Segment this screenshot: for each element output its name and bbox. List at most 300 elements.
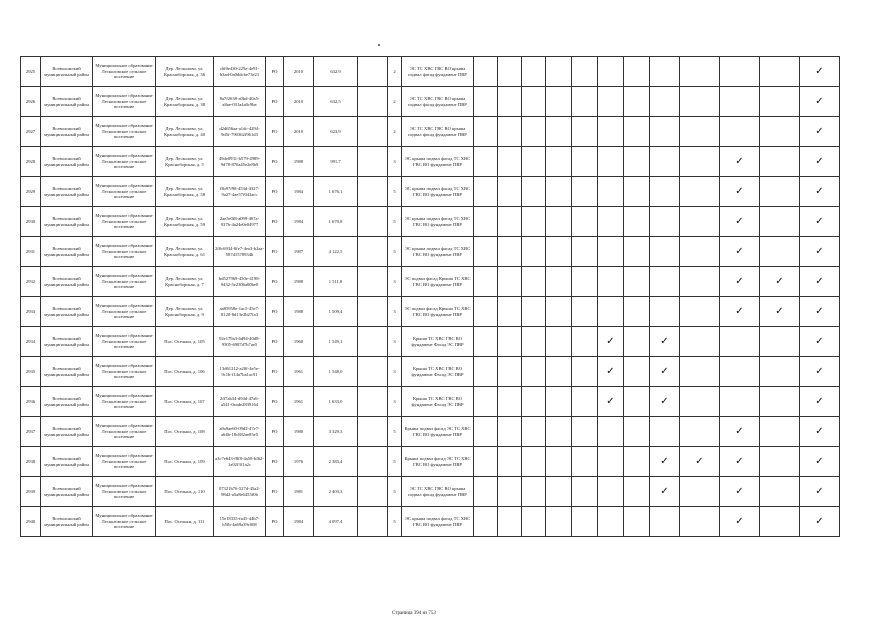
- district-cell: Всеволожский муниципальный район: [41, 357, 93, 387]
- empty-cell: [358, 477, 388, 507]
- table-row: [21, 267, 840, 297]
- empty-work-cell: [474, 57, 498, 87]
- check-mark-icon: ✓: [720, 447, 760, 477]
- empty-work-cell: [680, 477, 720, 507]
- empty-work-cell: [572, 507, 598, 537]
- table-row: [21, 87, 840, 117]
- district-cell: Всеволожский муниципальный район: [41, 387, 93, 417]
- empty-work-cell: [522, 147, 546, 177]
- form-cell: РО: [266, 267, 284, 297]
- floors-cell: 3: [388, 147, 402, 177]
- empty-work-cell: [546, 357, 572, 387]
- empty-work-cell: [650, 207, 680, 237]
- empty-work-cell: [624, 117, 650, 147]
- empty-work-cell: [760, 207, 800, 237]
- check-mark-icon: ✓: [800, 447, 840, 477]
- row-number: 2927: [21, 117, 41, 147]
- table-row: [21, 477, 840, 507]
- empty-work-cell: [572, 117, 598, 147]
- empty-work-cell: [680, 147, 720, 177]
- empty-work-cell: [546, 327, 572, 357]
- empty-work-cell: [720, 117, 760, 147]
- district-cell: Всеволожский муниципальный район: [41, 507, 93, 537]
- empty-work-cell: [598, 297, 624, 327]
- row-number: 2932: [21, 267, 41, 297]
- works-cell: ЭС крыша подвал фасад ТС ХВС ГВС ВО фундамент ПВР: [402, 177, 474, 207]
- empty-work-cell: [624, 207, 650, 237]
- floors-cell: 2: [388, 57, 402, 87]
- guid-cell: 07321b76-527d-45a2-98d2-a5a8e6455f0b: [214, 477, 266, 507]
- floors-cell: 3: [388, 387, 402, 417]
- empty-cell: [358, 267, 388, 297]
- empty-work-cell: [572, 417, 598, 447]
- empty-work-cell: [650, 177, 680, 207]
- works-cell: ЭС крыша подвал фасад ТС ХВС ГВС ВО фундамент ПВР: [402, 507, 474, 537]
- floors-cell: 5: [388, 477, 402, 507]
- check-mark-icon: ✓: [598, 327, 624, 357]
- form-cell: РО: [266, 477, 284, 507]
- check-mark-icon: ✓: [800, 117, 840, 147]
- row-number: 2925: [21, 57, 41, 87]
- empty-work-cell: [598, 237, 624, 267]
- empty-work-cell: [650, 147, 680, 177]
- works-cell: Крыша подвал фасад ЭС ТС ХВС ГВС ВО фундамент ПВР: [402, 417, 474, 447]
- check-mark-icon: ✓: [650, 477, 680, 507]
- table-row: [21, 447, 840, 477]
- check-mark-icon: ✓: [680, 447, 720, 477]
- empty-work-cell: [624, 177, 650, 207]
- empty-work-cell: [760, 477, 800, 507]
- row-number: 2939: [21, 477, 41, 507]
- empty-work-cell: [522, 387, 546, 417]
- empty-work-cell: [720, 327, 760, 357]
- address-cell: Пос. Осельки, д. 109: [156, 447, 214, 477]
- empty-work-cell: [498, 147, 522, 177]
- area-cell: 1 511,8: [314, 267, 358, 297]
- empty-work-cell: [546, 57, 572, 87]
- empty-work-cell: [598, 477, 624, 507]
- address-cell: Дер. Лесколово, ул. Красноборская, д. 5: [156, 147, 214, 177]
- empty-work-cell: [650, 267, 680, 297]
- empty-work-cell: [624, 57, 650, 87]
- check-mark-icon: ✓: [800, 357, 840, 387]
- works-cell: ЭС ТС ХВС ГВС ВО крыша подвал фасад фундамент ПВР: [402, 477, 474, 507]
- empty-work-cell: [598, 147, 624, 177]
- empty-work-cell: [760, 417, 800, 447]
- district-cell: Всеволожский муниципальный район: [41, 417, 93, 447]
- year-cell: 1988: [284, 297, 314, 327]
- empty-work-cell: [760, 147, 800, 177]
- check-mark-icon: ✓: [760, 297, 800, 327]
- empty-cell: [358, 297, 388, 327]
- guid-cell: c6f0e430-225e-4e91-b3ad-0a0ddcbe73e21: [214, 57, 266, 87]
- check-mark-icon: ✓: [800, 387, 840, 417]
- guid-cell: d2d656aa-a1dc-4294-9d5f-790362f961d3: [214, 117, 266, 147]
- empty-work-cell: [522, 237, 546, 267]
- form-cell: РО: [266, 387, 284, 417]
- district-cell: Всеволожский муниципальный район: [41, 447, 93, 477]
- empty-work-cell: [760, 507, 800, 537]
- year-cell: 1988: [284, 267, 314, 297]
- empty-work-cell: [720, 357, 760, 387]
- guid-cell: 2ff7ab34-d94d-47a6-a541-0eade2839164: [214, 387, 266, 417]
- district-cell: Всеволожский муниципальный район: [41, 147, 93, 177]
- address-cell: Дер. Лесколово, ул. Красноборская, д. 36: [156, 57, 214, 87]
- empty-work-cell: [498, 237, 522, 267]
- empty-work-cell: [624, 477, 650, 507]
- settlement-cell: Муниципальное образование Лесколовское сельское поселение: [93, 267, 156, 297]
- empty-work-cell: [474, 357, 498, 387]
- settlement-cell: Муниципальное образование Лесколовское сельское поселение: [93, 297, 156, 327]
- empty-work-cell: [598, 267, 624, 297]
- empty-work-cell: [522, 327, 546, 357]
- form-cell: РО: [266, 117, 284, 147]
- table-row: [21, 57, 840, 87]
- empty-work-cell: [546, 297, 572, 327]
- area-cell: 1 676,1: [314, 177, 358, 207]
- year-cell: 1981: [284, 477, 314, 507]
- empty-work-cell: [498, 327, 522, 357]
- empty-work-cell: [546, 507, 572, 537]
- empty-work-cell: [498, 357, 522, 387]
- empty-cell: [358, 117, 388, 147]
- empty-work-cell: [546, 117, 572, 147]
- works-cell: ЭС крыша подвал фасад ТС ХВС ГВС ВО фундамент ПВР: [402, 237, 474, 267]
- empty-work-cell: [474, 297, 498, 327]
- empty-work-cell: [546, 477, 572, 507]
- floors-cell: 5: [388, 447, 402, 477]
- settlement-cell: Муниципальное образование Лесколовское сельское поселение: [93, 327, 156, 357]
- address-cell: Пос. Осельки, д. 110: [156, 477, 214, 507]
- empty-work-cell: [522, 207, 546, 237]
- empty-work-cell: [498, 87, 522, 117]
- form-cell: РО: [266, 237, 284, 267]
- empty-work-cell: [650, 297, 680, 327]
- empty-work-cell: [624, 327, 650, 357]
- district-cell: Всеволожский муниципальный район: [41, 267, 93, 297]
- empty-work-cell: [680, 57, 720, 87]
- empty-work-cell: [624, 87, 650, 117]
- form-cell: РО: [266, 207, 284, 237]
- empty-work-cell: [498, 57, 522, 87]
- empty-work-cell: [760, 87, 800, 117]
- check-mark-icon: ✓: [720, 507, 760, 537]
- floors-cell: 5: [388, 177, 402, 207]
- empty-work-cell: [680, 177, 720, 207]
- floors-cell: 2: [388, 117, 402, 147]
- empty-cell: [358, 327, 388, 357]
- guid-cell: 92e179a3-6d94-40d8-9505-6987d7b7ae5: [214, 327, 266, 357]
- area-cell: 1 548,0: [314, 357, 358, 387]
- empty-work-cell: [522, 297, 546, 327]
- empty-work-cell: [522, 177, 546, 207]
- empty-work-cell: [498, 297, 522, 327]
- district-cell: Всеволожский муниципальный район: [41, 327, 93, 357]
- works-cell: ЭС ТС ХВС ГВС ВО крыша подвал фасад фундамент ПВР: [402, 117, 474, 147]
- empty-work-cell: [546, 147, 572, 177]
- empty-work-cell: [572, 207, 598, 237]
- works-cell: Крыша ТС ХВС ГВС ВО фундамент Фасад ЭС ПВР: [402, 387, 474, 417]
- empty-work-cell: [522, 57, 546, 87]
- empty-work-cell: [720, 387, 760, 417]
- check-mark-icon: ✓: [800, 267, 840, 297]
- form-cell: РО: [266, 87, 284, 117]
- form-cell: РО: [266, 177, 284, 207]
- area-cell: 991,7: [314, 147, 358, 177]
- year-cell: 1980: [284, 417, 314, 447]
- table-body: [21, 57, 840, 537]
- check-mark-icon: ✓: [598, 357, 624, 387]
- check-mark-icon: ✓: [650, 327, 680, 357]
- empty-work-cell: [680, 117, 720, 147]
- table-row: [21, 417, 840, 447]
- year-cell: 2010: [284, 117, 314, 147]
- floors-cell: 5: [388, 237, 402, 267]
- address-cell: Пос. Осельки, д. 105: [156, 327, 214, 357]
- empty-work-cell: [474, 507, 498, 537]
- empty-work-cell: [650, 57, 680, 87]
- empty-work-cell: [760, 327, 800, 357]
- floors-cell: 3: [388, 267, 402, 297]
- area-cell: 1 670,8: [314, 207, 358, 237]
- check-mark-icon: ✓: [720, 147, 760, 177]
- empty-work-cell: [546, 87, 572, 117]
- empty-work-cell: [572, 387, 598, 417]
- empty-work-cell: [624, 507, 650, 537]
- district-cell: Всеволожский муниципальный район: [41, 477, 93, 507]
- settlement-cell: Муниципальное образование Лесколовское сельское поселение: [93, 57, 156, 87]
- empty-work-cell: [598, 507, 624, 537]
- empty-work-cell: [474, 87, 498, 117]
- address-cell: Пос. Осельки, д. 111: [156, 507, 214, 537]
- check-mark-icon: ✓: [800, 417, 840, 447]
- empty-work-cell: [546, 417, 572, 447]
- empty-work-cell: [498, 417, 522, 447]
- form-cell: РО: [266, 147, 284, 177]
- empty-work-cell: [624, 447, 650, 477]
- area-cell: 632,9: [314, 57, 358, 87]
- empty-work-cell: [598, 117, 624, 147]
- form-cell: РО: [266, 357, 284, 387]
- row-number: 2930: [21, 207, 41, 237]
- table-row: [21, 297, 840, 327]
- empty-cell: [358, 417, 388, 447]
- empty-work-cell: [572, 327, 598, 357]
- empty-work-cell: [572, 87, 598, 117]
- form-cell: РО: [266, 57, 284, 87]
- empty-work-cell: [474, 447, 498, 477]
- check-mark-icon: ✓: [800, 477, 840, 507]
- empty-work-cell: [546, 207, 572, 237]
- check-mark-icon: ✓: [720, 237, 760, 267]
- table-row: [21, 327, 840, 357]
- floors-cell: 5: [388, 507, 402, 537]
- empty-work-cell: [624, 387, 650, 417]
- works-cell: ЭС подвал фасад Крыша ТС ХВС ГВС ВО фундамент ПВР: [402, 267, 474, 297]
- empty-work-cell: [572, 297, 598, 327]
- empty-work-cell: [572, 237, 598, 267]
- settlement-cell: Муниципальное образование Лесколовское сельское поселение: [93, 477, 156, 507]
- empty-work-cell: [546, 267, 572, 297]
- works-cell: ЭС ТС ХВС ГВС ВО крыша подвал фасад фундамент ПВР: [402, 87, 474, 117]
- check-mark-icon: ✓: [720, 207, 760, 237]
- settlement-cell: Муниципальное образование Лесколовское сельское поселение: [93, 357, 156, 387]
- guid-cell: 8a7f2638-a0bd-40a5-a8ae-031a4a0c9ba: [214, 87, 266, 117]
- empty-work-cell: [760, 237, 800, 267]
- check-mark-icon: ✓: [800, 87, 840, 117]
- empty-work-cell: [680, 237, 720, 267]
- empty-work-cell: [572, 147, 598, 177]
- empty-work-cell: [498, 477, 522, 507]
- empty-work-cell: [546, 177, 572, 207]
- empty-work-cell: [680, 357, 720, 387]
- settlement-cell: Муниципальное образование Лесколовское сельское поселение: [93, 147, 156, 177]
- area-cell: 1 633,0: [314, 387, 358, 417]
- floors-cell: 3: [388, 357, 402, 387]
- empty-cell: [358, 207, 388, 237]
- guid-cell: f3b97f98-453d-4327-9a27-4ae57f042acc: [214, 177, 266, 207]
- empty-work-cell: [572, 447, 598, 477]
- settlement-cell: Муниципальное образование Лесколовское сельское поселение: [93, 177, 156, 207]
- settlement-cell: Муниципальное образование Лесколовское сельское поселение: [93, 507, 156, 537]
- empty-work-cell: [498, 267, 522, 297]
- empty-cell: [358, 507, 388, 537]
- empty-work-cell: [474, 237, 498, 267]
- empty-work-cell: [572, 267, 598, 297]
- address-cell: Дер. Лесколово, ул. Красноборская, д. 7: [156, 267, 214, 297]
- empty-work-cell: [522, 477, 546, 507]
- empty-work-cell: [522, 117, 546, 147]
- empty-work-cell: [474, 417, 498, 447]
- guid-cell: 49de0931-b579-4989-9d78-870a45e2e8b9: [214, 147, 266, 177]
- form-cell: РО: [266, 447, 284, 477]
- year-cell: 1984: [284, 207, 314, 237]
- empty-cell: [358, 387, 388, 417]
- row-number: 2934: [21, 327, 41, 357]
- area-cell: 623,9: [314, 117, 358, 147]
- empty-work-cell: [498, 507, 522, 537]
- row-number: 2926: [21, 87, 41, 117]
- empty-work-cell: [650, 117, 680, 147]
- year-cell: 1987: [284, 237, 314, 267]
- empty-work-cell: [546, 447, 572, 477]
- year-cell: 1984: [284, 507, 314, 537]
- district-cell: Всеволожский муниципальный район: [41, 237, 93, 267]
- form-cell: РО: [266, 417, 284, 447]
- area-cell: 2 403,3: [314, 477, 358, 507]
- address-cell: Пос. Осельки, д. 106: [156, 357, 214, 387]
- floors-cell: 5: [388, 417, 402, 447]
- empty-work-cell: [474, 327, 498, 357]
- year-cell: 1976: [284, 447, 314, 477]
- empty-work-cell: [546, 237, 572, 267]
- row-number: 2931: [21, 237, 41, 267]
- table-row: [21, 207, 840, 237]
- district-cell: Всеволожский муниципальный район: [41, 117, 93, 147]
- settlement-cell: Муниципальное образование Лесколовское сельское поселение: [93, 387, 156, 417]
- area-cell: 3 329,3: [314, 417, 358, 447]
- address-cell: Пос. Осельки, д. 107: [156, 387, 214, 417]
- year-cell: 1960: [284, 327, 314, 357]
- empty-work-cell: [474, 267, 498, 297]
- check-mark-icon: ✓: [650, 357, 680, 387]
- empty-work-cell: [474, 147, 498, 177]
- empty-work-cell: [572, 357, 598, 387]
- empty-cell: [358, 147, 388, 177]
- works-cell: ЭС ТС ХВС ГВС ВО крыша подвал фасад фундамент ПВР: [402, 57, 474, 87]
- housing-table: [20, 56, 840, 537]
- table-row: [21, 237, 840, 267]
- empty-work-cell: [624, 267, 650, 297]
- empty-cell: [358, 87, 388, 117]
- year-cell: 1961: [284, 357, 314, 387]
- area-cell: 1 509,4: [314, 297, 358, 327]
- page-speck: [378, 44, 380, 46]
- check-mark-icon: ✓: [720, 477, 760, 507]
- table-row: [21, 507, 840, 537]
- empty-work-cell: [474, 177, 498, 207]
- floors-cell: 5: [388, 207, 402, 237]
- year-cell: 2010: [284, 87, 314, 117]
- empty-work-cell: [522, 507, 546, 537]
- empty-work-cell: [624, 147, 650, 177]
- form-cell: РО: [266, 327, 284, 357]
- check-mark-icon: ✓: [800, 297, 840, 327]
- check-mark-icon: ✓: [800, 177, 840, 207]
- check-mark-icon: ✓: [800, 507, 840, 537]
- empty-work-cell: [760, 447, 800, 477]
- empty-work-cell: [624, 417, 650, 447]
- guid-cell: 2f0c6934-0fe7-4ea3-b2aa-587d1578934b: [214, 237, 266, 267]
- check-mark-icon: ✓: [760, 267, 800, 297]
- row-number: 2938: [21, 447, 41, 477]
- row-number: 2928: [21, 147, 41, 177]
- address-cell: Дер. Лесколово, ул. Красноборская, д. 58: [156, 177, 214, 207]
- check-mark-icon: ✓: [720, 177, 760, 207]
- empty-work-cell: [680, 417, 720, 447]
- empty-work-cell: [680, 207, 720, 237]
- form-cell: РО: [266, 507, 284, 537]
- empty-work-cell: [760, 177, 800, 207]
- address-cell: Пос. Осельки, д. 108: [156, 417, 214, 447]
- empty-work-cell: [498, 117, 522, 147]
- empty-work-cell: [598, 207, 624, 237]
- address-cell: Дер. Лесколово, ул. Красноборская, д. 40: [156, 117, 214, 147]
- works-cell: ЭС крыша подвал фасад ТС ХВС ГВС ВО фундамент ПВР: [402, 207, 474, 237]
- floors-cell: 2: [388, 87, 402, 117]
- check-mark-icon: ✓: [720, 417, 760, 447]
- empty-work-cell: [498, 207, 522, 237]
- area-cell: 4 122,5: [314, 237, 358, 267]
- works-cell: Крыша подвал фасад ЭС ТС ХВС ГВС ВО фундамент ПВР: [402, 447, 474, 477]
- check-mark-icon: ✓: [650, 387, 680, 417]
- row-number: 2936: [21, 387, 41, 417]
- district-cell: Всеволожский муниципальный район: [41, 207, 93, 237]
- empty-work-cell: [598, 417, 624, 447]
- guid-cell: 15e18335-fa45-44b7-b5fb-4a69a39c008: [214, 507, 266, 537]
- empty-work-cell: [474, 477, 498, 507]
- empty-work-cell: [624, 357, 650, 387]
- works-cell: Крыша ТС ХВС ГВС ВО фундамент Фасад ЭС ПВР: [402, 327, 474, 357]
- row-number: 2929: [21, 177, 41, 207]
- year-cell: 1988: [284, 147, 314, 177]
- empty-work-cell: [546, 387, 572, 417]
- works-cell: ЭС крыша подвал фасад ТС ХВС ГВС ВО фундамент ПВР: [402, 147, 474, 177]
- empty-work-cell: [522, 357, 546, 387]
- empty-work-cell: [650, 417, 680, 447]
- empty-work-cell: [474, 117, 498, 147]
- settlement-cell: Муниципальное образование Лесколовское сельское поселение: [93, 117, 156, 147]
